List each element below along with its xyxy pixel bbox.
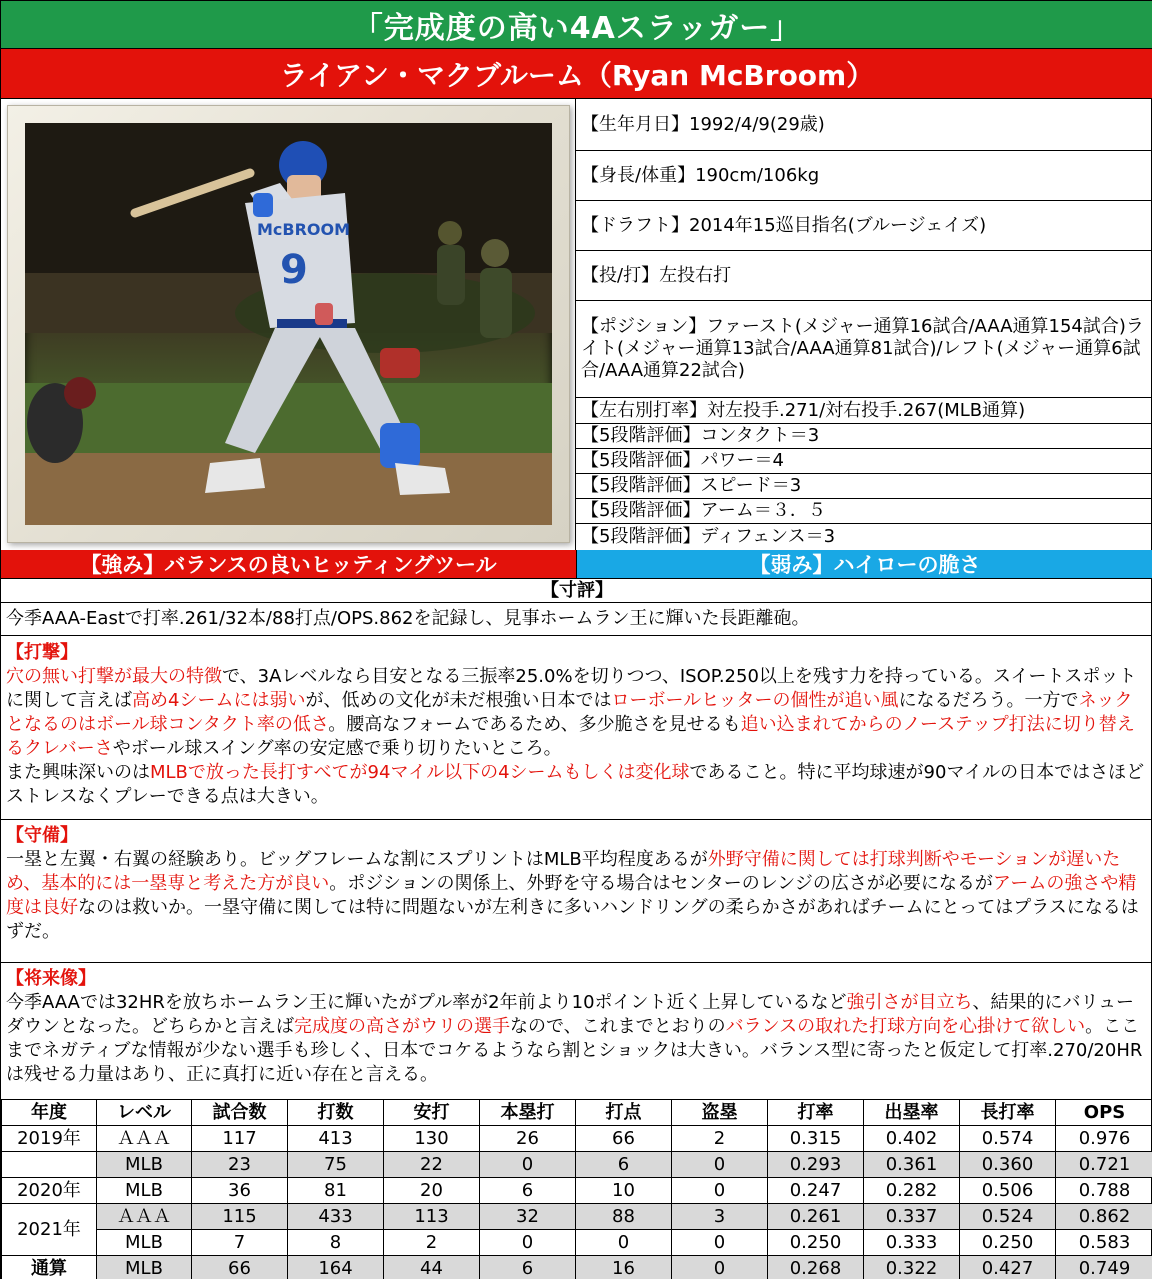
stats-header-row	[2, 1100, 1152, 1126]
rating-defense: 【5段階評価】ディフェンス＝3	[581, 526, 836, 547]
player-name-banner: ライアン・マクブルーム（Ryan McBroom）	[1, 49, 1152, 99]
col-header: 年度	[2, 1100, 97, 1126]
col-header: 安打	[384, 1100, 480, 1126]
table-row: 2021年 ＡＡＡ 115 433 113 32 88 3 0.261 0.337 0.524 0.862	[2, 1204, 1152, 1230]
profile-birth: 【生年月日】1992/4/9(29歳)	[576, 99, 1152, 151]
player-photo	[25, 123, 552, 525]
col-header: 打率	[768, 1100, 864, 1126]
profile-throw-bat: 【投/打】左投右打	[576, 251, 1152, 301]
strength-weakness-bar	[1, 550, 1152, 579]
col-header: 本塁打	[480, 1100, 576, 1126]
catchphrase-banner: 「完成度の高い4Aスラッガー」	[1, 1, 1152, 49]
profile-height-weight: 【身長/体重】190cm/106kg	[576, 151, 1152, 201]
col-header: 出塁率	[864, 1100, 960, 1126]
col-header: 打点	[576, 1100, 672, 1126]
strength-label: 【強み】バランスの良いヒッティングツール	[1, 550, 576, 578]
col-header: 長打率	[960, 1100, 1056, 1126]
col-header: OPS	[1056, 1100, 1152, 1126]
col-header: 試合数	[192, 1100, 288, 1126]
col-header: レベル	[97, 1100, 192, 1126]
batting-section	[1, 637, 1152, 820]
defense-heading: 【守備】	[6, 825, 78, 846]
rating-contact: 【5段階評価】コンタクト＝3	[576, 424, 1152, 449]
batter-illustration	[25, 123, 552, 525]
rating-power: 【5段階評価】パワー＝4	[576, 449, 1152, 474]
future-heading: 【将来像】	[6, 968, 96, 989]
batting-heading: 【打撃】	[6, 642, 78, 663]
jersey-number: 9	[280, 247, 308, 293]
table-row: MLB 7 8 2 0 0 0 0.250 0.333 0.250 0.583	[2, 1230, 1152, 1256]
future-paragraph: 今季AAAでは32HRを放ちホームラン王に輝いたがプル率が2年前より10ポイント近く上昇しているなど強引さが目立ち、結果的にバリューダウンとなった。どちらかと言えば完成度の高さがウリの選手なので、これまでとおりのバランスの取れた打球方向を心掛けて欲しい。ここまでネガティブな情報が少ない選手も珍しく、日本でコケるようなら割とショックは大きい。バランス型に寄ったと仮定して打率.270/20HRは残せる力量はあり、正に真打に近い存在と言える。	[6, 992, 1143, 1085]
table-row: 通算 MLB 66 164 44 6 16 0 0.268 0.322 0.427 0.749	[2, 1256, 1152, 1279]
defense-paragraph: 一塁と左翼・右翼の経験あり。ビッグフレームな割にスプリントはMLB平均程度あるが外野守備に関しては打球判断やモーションが遅いため、基本的には一塁専と考えた方が良い。ポジションの関係上、外野を守る場合はセンターのレンジの広さが必要になるがアームの強さや精度は良好なのは救いか。一塁守備に関しては特に問題ないが左利きに多いハンドリングの柔らかさがあればチームにとってはプラスになるはずだ。	[6, 849, 1139, 942]
future-section	[1, 963, 1152, 1099]
profile-draft: 【ドラフト】2014年15巡目指名(ブルージェイズ)	[576, 201, 1152, 251]
col-header: 盗塁	[672, 1100, 768, 1126]
defense-section	[1, 820, 1152, 963]
profile-splits: 【左右別打率】対左投手.271/対右投手.267(MLB通算)	[576, 398, 1152, 424]
weakness-label: 【弱み】ハイローの脆さ	[576, 550, 1152, 578]
rating-arm: 【5段階評価】アーム＝３．５	[576, 499, 1152, 524]
profile-panel	[576, 99, 1152, 550]
evaluation-heading: 【寸評】	[1, 579, 1152, 603]
table-row: 2020年 MLB 36 81 20 6 10 0 0.247 0.282 0.506 0.788	[2, 1178, 1152, 1204]
profile-position: 【ポジション】ファースト(メジャー通算16試合/AAA通算154試合)ライト(メジャー通算13試合/AAA通算81試合)/レフト(メジャー通算6試合/AAA通算22試合)	[576, 301, 1152, 398]
col-header: 打数	[288, 1100, 384, 1126]
stats-table	[1, 1099, 1152, 1279]
table-row: 2019年 ＡＡＡ 117 413 130 26 66 2 0.315 0.402 0.574 0.976	[2, 1126, 1152, 1152]
evaluation-summary: 今季AAA-Eastで打率.261/32本/88打点/OPS.862を記録し、見事ホームラン王に輝いた長距離砲。	[1, 604, 1152, 636]
batting-paragraph-1: 穴の無い打撃が最大の特徴で、3Aレベルなら目安となる三振率25.0%を切りつつ、ISOP.250以上を残す力を持っている。スイートスポットに関して言えば高め4シームには弱いが、低めの文化が未だ根強い日本ではローボールヒッターの個性が追い風になるだろう。一方でネックとなるのはボール球コンタクト率の低さ。腰高なフォームであるため、多少脆さを見せるも追い込まれてからのノーステップ打法に切り替えるクレバーさやボール球スイング率の安定感で乗り切りたいところ。	[6, 666, 1137, 759]
photo-cell	[1, 99, 576, 550]
table-row: MLB 23 75 22 0 6 0 0.293 0.361 0.360 0.721	[2, 1152, 1152, 1178]
photo-frame	[7, 105, 570, 543]
batting-paragraph-2: また興味深いのはMLBで放った長打すべてが94マイル以下の4シームもしくは変化球であること。特に平均球速が90マイルの日本ではさほどストレスなくプレーできる点は大きい。	[6, 762, 1145, 807]
jersey-name: McBROOM	[257, 220, 351, 239]
rating-speed: 【5段階評価】スピード＝3	[576, 474, 1152, 499]
